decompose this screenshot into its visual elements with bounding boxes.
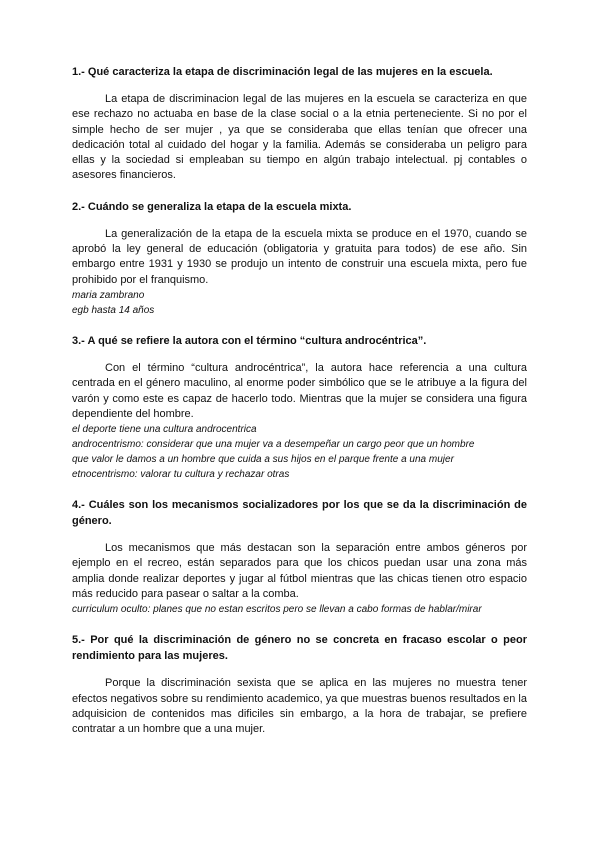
answer-5-paragraph: Porque la discriminación sexista que se aplica en las mujeres no muestra tener efectos negativos sobre su rendimiento academico, ya que muestras buenos resultados en la adquisicion de contenidos mas dificiles sin embargo, a la hora de trabajar, se prefiere contratar a un hombre que a una mujer.: [72, 677, 527, 736]
note-2-2: egb hasta 14 años: [72, 304, 155, 316]
section-3: [72, 333, 527, 482]
answer-4-paragraph: Los mecanismos que más destacan son la separación entre ambos géneros por ejemplo en el recreo, están separados para que los chicos puedan usar una zona más amplia donde realizar deportes y jugar al fútbol mientras que las chicas tienen otro espacio más reducido para pasear o saltar a la comba.: [72, 542, 527, 601]
note-3-1: el deporte tiene una cultura androcentrica: [72, 424, 257, 436]
question-1-heading: 1.- Qué caracteriza la etapa de discriminación legal de las mujeres en la escuela.: [72, 66, 493, 78]
section-4: [72, 497, 527, 617]
question-3-heading: 3.- A qué se refiere la autora con el término “cultura androcéntrica”.: [72, 334, 427, 347]
note-4-1: curriculum oculto: planes que no estan escritos pero se llevan a cabo formas de hablar/mirar: [72, 604, 482, 616]
section-1: [72, 64, 527, 184]
section-2: [72, 199, 527, 318]
answer-1-paragraph: La etapa de discriminacion legal de las mujeres en la escuela se caracteriza en que ese rechazo no actuaba en base de la clase social o a la etnia perteneciente. Si no por el simple hecho de ser mujer , ya que se consideraba que ellas tenían que ofrecer una dedicación total al cuidado del hogar y la familia. Además se consideraba un peligro para ellas y la sociedad si empleaban su tiempo en algún trabajo intelectual. pj contables o asesores financieros.: [72, 93, 527, 182]
answer-2-paragraph: La generalización de la etapa de la escuela mixta se produce en el 1970, cuando se aprobó la ley general de educación (obligatoria y gratuita para todos) de ese año. Sin embargo entre 1931 y 1930 se produjo un intento de construir una escuela mixta, pero fue prohibido por el franquismo.: [72, 227, 527, 286]
question-2-heading: 2.- Cuándo se generaliza la etapa de la escuela mixta.: [72, 200, 352, 213]
note-2-1: maria zambrano: [72, 289, 145, 301]
answer-3-paragraph: Con el término “cultura androcéntrica”, la autora hace referencia a una cultura centrada en el género maculino, al enorme poder simbólico que se le atribuye a la figura del varón y como este es capaz de hacerlo todo. Mientras que la mujer se considera una figura dependiente del hombre.: [72, 361, 527, 420]
question-5-heading: 5.- Por qué la discriminación de género no se concreta en fracaso escolar o peor rendimiento para las mujeres.: [72, 634, 527, 663]
question-4-heading: 4.- Cuáles son los mecanismos socializadores por los que se da la discriminación de género.: [72, 499, 527, 528]
section-5: [72, 632, 527, 737]
note-3-2: androcentrismo: considerar que una mujer va a desempeñar un cargo peor que un hombre: [72, 439, 475, 451]
note-3-3: que valor le damos a un hombre que cuida a sus hijos en el parque frente a una mujer: [72, 454, 454, 466]
note-3-4: etnocentrismo: valorar tu cultura y rechazar otras: [72, 469, 290, 481]
document-page: [72, 64, 527, 738]
